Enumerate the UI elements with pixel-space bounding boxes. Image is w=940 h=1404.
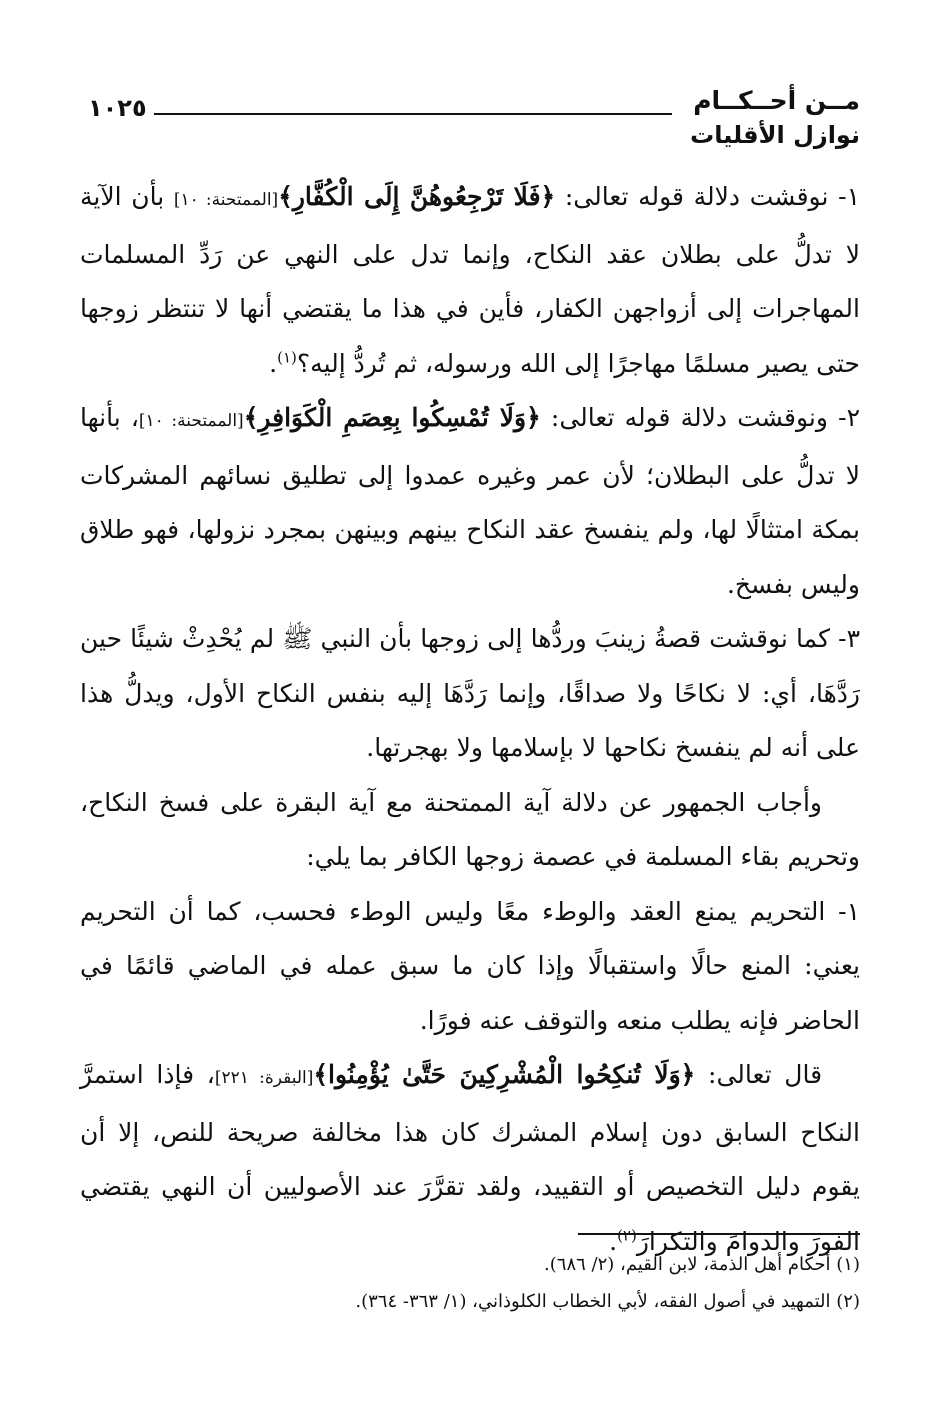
footnote-marker: (١) [277, 348, 297, 367]
paragraph-text: ، فإذا استمرَّ النكاح السابق دون إسلام المشرك كان هذا مخالفة صريحة للنص، إلا أن يقوم دليل التخصيص أو التقييد، ولقد تقرَّرَ عند الأصوليين أن النهي يقتضي الفورَ والدوامَ والتكرارَ [80, 1060, 860, 1256]
paragraph-lead: ١- نوقشت دلالة قوله تعالى: [555, 182, 860, 211]
footnote-2: (٢) التمهيد في أصول الفقه، لأبي الخطاب الكلوذاني، (١/ ٣٦٣- ٣٦٤). [355, 1291, 860, 1312]
footnotes [80, 1246, 860, 1320]
running-title-line2: نوازل الأقليات [690, 121, 860, 149]
running-title [690, 84, 860, 152]
paragraph-objection-3: ٣- كما نوقشت قصةُ زينبَ وردُّها إلى زوجها بأن النبي ﷺ لم يُحْدِثْ شيئًا حين رَدَّهَا، أي: لا نكاحًا ولا صداقًا، وإنما رَدَّهَا إليه بنفس النكاح الأول، ويدلُّ هذا على أنه لم ينفسخ نكاحها لا بإسلامها ولا بهجرتها. [80, 624, 860, 762]
paragraph-end: . [269, 348, 278, 378]
main-text [80, 170, 860, 1269]
verse-reference: [البقرة: ٢٢١] [214, 1068, 314, 1088]
paragraph-lead: قال تعالى: [695, 1060, 823, 1089]
quran-verse: ﴿وَلَا تُنكِحُوا الْمُشْرِكِينَ حَتَّىٰ يُؤْمِنُوا﴾ [313, 1060, 696, 1089]
paragraph-lead: ٢- ونوقشت دلالة قوله تعالى: [540, 403, 860, 432]
quran-verse: ﴿فَلَا تَرْجِعُوهُنَّ إِلَى الْكُفَّارِ﴾ [278, 182, 556, 211]
paragraph-text: ، بأنها لا تدلُّ على البطلان؛ لأن عمر وغيره عمدوا إلى تطليق نسائهم المشركات بمكة امتثالًا لها، ولم ينفسخ عقد النكاح بينهم وبينهن بمجرد نزولها، فهو طلاق وليس بفسخ. [80, 403, 860, 599]
paragraph-answer-1: ١- التحريم يمنع العقد والوطء معًا وليس الوطء فحسب، كما أن التحريم يعني: المنع حالًا واستقبالًا وإذا كان ما سبق عمله في الماضي قائمًا في الحاضر فإنه يطلب منعه والتوقف عنه فورًا. [80, 896, 860, 1035]
page-number: ١٠٢٥ [88, 94, 147, 122]
verse-reference: [الممتحنة: ١٠] [173, 190, 279, 210]
footnote-1: (١) أحكام أهل الذمة، لابن القيم، (٢/ ٦٨٦). [544, 1254, 860, 1275]
paragraph-majority-answer: وأجاب الجمهور عن دلالة آية الممتحنة مع آية البقرة على فسخ النكاح، وتحريم بقاء المسلمة في عصمة زوجها الكافر بما يلي: [80, 787, 860, 871]
page-header [88, 84, 860, 154]
verse-reference: [الممتحنة: ١٠] [138, 411, 244, 431]
footnote-rule [578, 1233, 860, 1235]
running-title-line1: مــن أحــكــام [693, 86, 860, 115]
paragraph-verse-baqara [80, 1048, 860, 1269]
paragraph-end: . [609, 1226, 618, 1256]
header-rule [154, 113, 672, 115]
footnote-marker: (٢) [617, 1226, 637, 1245]
paragraph-text: بأن الآية لا تدلُّ على بطلان عقد النكاح، وإنما تدل على النهي عن رَدِّ المسلمات المهاجرات إلى أزواجهن الكفار، فأين في هذا ما يقتضي أنها لا تنتظر زوجها حتى يصير مسلمًا مهاجرًا إلى الله ورسوله، ثم تُردُّ إليه؟ [80, 182, 860, 378]
paragraph-objection-1 [80, 170, 860, 391]
paragraph-objection-2 [80, 391, 860, 612]
quran-verse: ﴿وَلَا تُمْسِكُوا بِعِصَمِ الْكَوَافِرِ﴾ [243, 403, 541, 432]
